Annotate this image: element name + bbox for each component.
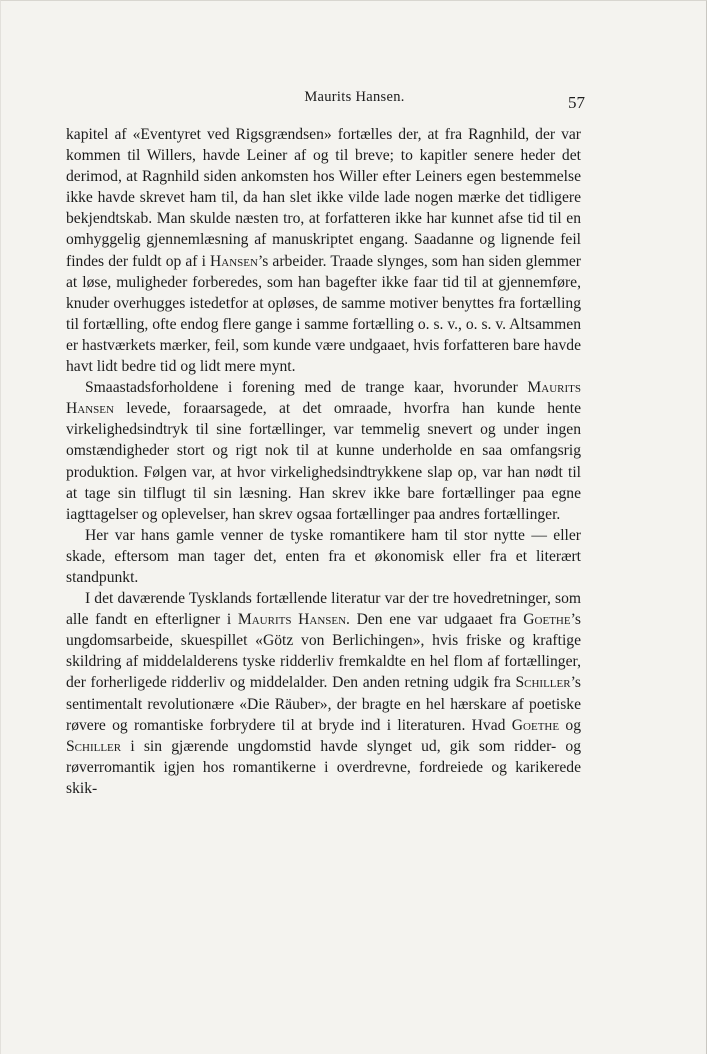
text-run: Smaastadsforholdene i forening med de trange kaar, hvorunder	[85, 379, 528, 397]
text-run: levede, foraarsagede, at det omraade, hvorfra han kunde hente virkelighedsindtryk til sine fortællinger, var temmelig snevert og under ingen omstændigheder stort og rigt nok til at kunne underholde en saa omfangsrig produktion. Følgen var, at hvor virkelighedsindtrykkene slap op, var han nødt til at tage sin tilflugt til sin læsning. Han skrev ikke bare fortællinger paa egne iagttagelser og oplevelser, han skrev ogsaa fortællinger paa andres fortællinger.	[66, 400, 581, 523]
paragraph	[66, 377, 581, 525]
text-run: og	[559, 716, 581, 734]
running-title: Maurits Hansen.	[304, 89, 405, 105]
small-caps-name: Hansen	[210, 252, 258, 270]
small-caps-name: Schiller	[66, 737, 122, 755]
paragraph	[66, 124, 581, 377]
paragraph	[66, 525, 581, 588]
page-number: 57	[568, 93, 585, 112]
text-run: ’s arbeider. Traade slynges, som han siden glemmer at løse, muligheder forberedes, som han bagefter ikke faar tid til at gjennemføre, knuder overhugges istedetfor at opløses, de samme motiver benyttes fra fortælling til fortælling, ofte endog flere gange i samme fortælling o. s. v., o. s. v. Altsammen er hastværkets mærker, feil, som kunde være undgaaet, hvis forfatteren bare havde havt lidt bedre tid og lidt mere mynt.	[66, 252, 581, 376]
text-run: ’s ungdomsarbeide, skuespillet «Götz von Berlichingen», hvis friske og kraftige skildring af middelalderens tyske ridderliv fremkaldte en hel flom af fortællinger, der forherligede ridderliv og middelalder. Den anden retning udgik fra	[66, 611, 581, 692]
paragraph	[66, 588, 581, 799]
text-run: Her var hans gamle venner de tyske romantikere ham til stor nytte — eller skade, eftersom man tager det, enten fra et økonomisk eller fra et literært standpunkt.	[66, 526, 581, 586]
small-caps-name: Schiller	[515, 674, 571, 692]
small-caps-name: Maurits Hansen	[66, 379, 581, 418]
text-run: ’s sentimentalt revolutionære «Die Räuber», der bragte en hel hærskare af poetiske røvere og romantiske forbrydere til at bryde ind i literaturen. Hvad	[66, 674, 581, 734]
text-run: I det daværende Tysklands fortællende literatur var der tre hovedretninger, som alle fandt en efterligner i	[66, 590, 581, 629]
small-caps-name: Goethe	[523, 611, 571, 629]
text-run: . Den ene var udgaaet fra	[346, 611, 524, 629]
body-text	[66, 124, 581, 799]
text-run: kapitel af «Eventyret ved Rigsgrændsen» fortælles der, at fra Ragnhild, der var kommen til Willers, havde Leiner af og til breve; to kapitler senere heder det derimod, at Ragnhild siden ankomsten hos Willer efter Leiners egen bestemmelse ikke havde skrevet ham til, da han slet ikke vilde lade nogen mærke det tidligere bekjendtskab. Man skulde næsten tro, at forfatteren ikke har kunnet afse tid til en omhyggelig gjennemlæsning af manuskriptet engang. Saadanne og lignende feil findes der fuldt op af i	[66, 126, 581, 270]
small-caps-name: Maurits Hansen	[237, 611, 347, 629]
text-run: i sin gjærende ungdomstid havde slynget ud, gik som ridder- og røverromantik igjen hos romantikerne i overdrevne, fordreiede og karikerede skik-	[66, 737, 581, 797]
small-caps-name: Goethe	[511, 716, 560, 734]
